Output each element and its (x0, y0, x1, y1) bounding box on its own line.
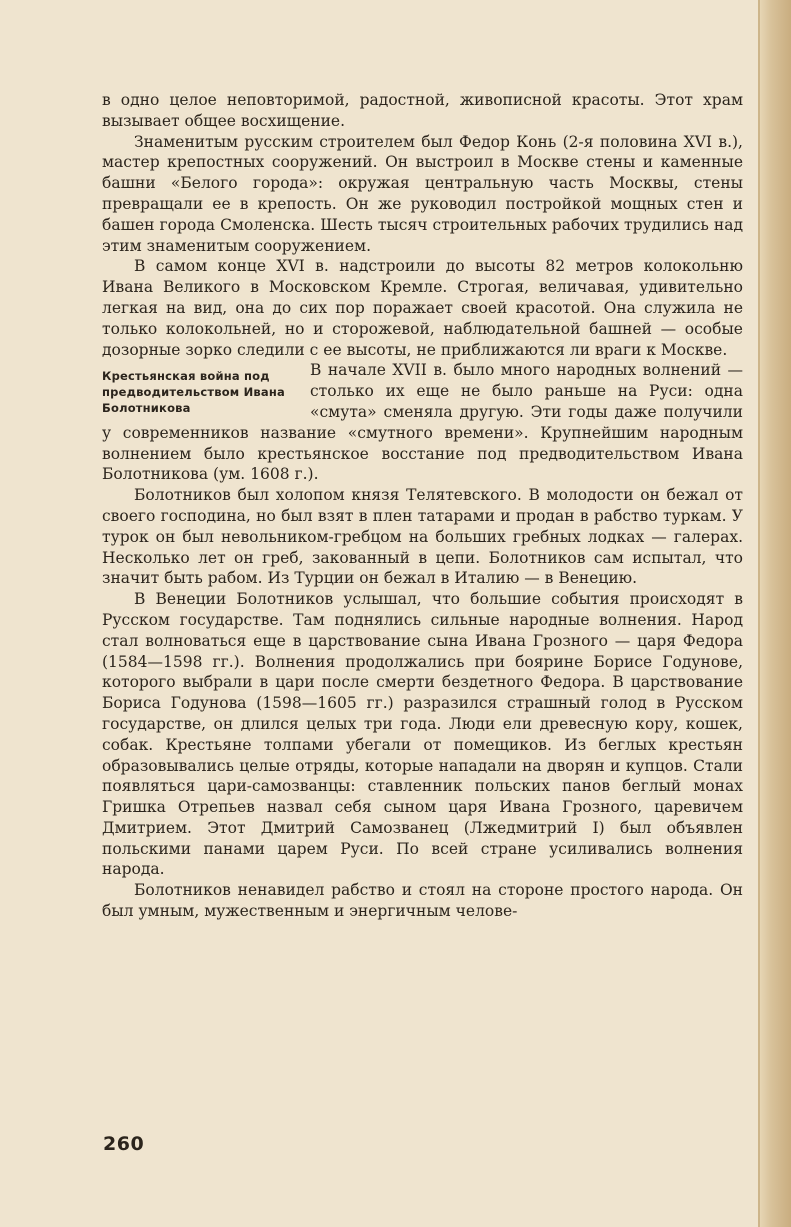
body-text (102, 90, 743, 922)
paragraph-3: В самом конце XVI в. надстроили до высоты 82 метров колокольню Ивана Великого в Московском Кремле. Строгая, величавая, удивительно легкая на вид, она до сих пор поражает своей красотой. Она служила не только колокольней, но и сторожевой, наблюдательной башней — особые дозорные зорко следили с ее высоты, не приближаются ли враги к Москве. (102, 257, 743, 359)
paragraph-7: Болотников ненавидел рабство и стоял на стороне простого народа. Он был умным, мужественным и энергичным челове- (102, 881, 743, 921)
section-block (102, 360, 743, 485)
paragraph-2: Знаменитым русским строителем был Федор Конь (2-я половина XVI в.), мастер крепостных сооружений. Он выстроил в Москве стены и каменные башни «Белого города»: окружая центральную часть Москвы, стены превращали ее в крепость. Он же руководил постройкой мощных стен и башен города Смоленска. Шесть тысяч строительных рабочих трудились над этим знаменитым сооружением. (102, 132, 743, 255)
side-paragraph: В начале XVII в. было много народных волнений — столько их еще не было раньше на Руси: одна «смута» сменяла другую. Эти годы даже получили у современников название «смутного времени». Крупнейшим народным волнением было крестьянское восстание под предводительством Ивана Болотникова (ум. 1608 г.). (102, 361, 743, 484)
paragraph-6: В Венеции Болотников услышал, что большие события происходят в Русском государстве. Там поднялись сильные народные волнения. Народ стал волноваться еще в царствование сына Ивана Грозного — царя Федора (1584—1598 гг.). Волнения продолжались при боярине Борисе Годунове, которого выбрали в цари после смерти бездетного Федора. В царствование Бориса Годунова (1598—1605 гг.) разразился страшный голод в Русском государстве, он длился целых три года. Люди ели древесную кору, кошек, собак. Крестьяне толпами убегали от помещиков. Из беглых крестьян образовывались целые отряды, которые нападали на дворян и купцов. Стали появляться цари-самозванцы: ставленник польских панов беглый монах Гришка Отрепьев назвал себя сыном царя Ивана Грозного, царевичем Дмитрием. Этот Дмитрий Самозванец (Лжедмитрий I) был объявлен польскими панами царем Руси. По всей стране усиливались волнения народа. (102, 590, 743, 879)
page-number: 260 (103, 1133, 145, 1155)
page-edge (758, 0, 791, 1227)
side-heading: Крестьянская война под предводительством Ивана Болотникова (102, 369, 285, 416)
paragraph-5: Болотников был холопом князя Телятевского. В молодости он бежал от своего господина, но был взят в плен татарами и продан в рабство туркам. У турок он был невольником-гребцом на больших гребных лодках — галерах. Несколько лет он греб, закованный в цепи. Болотников сам испытал, что значит быть рабом. Из Турции он бежал в Италию — в Венецию. (102, 486, 743, 588)
paragraph-1: в одно целое неповторимой, радостной, живописной красоты. Этот храм вызывает общее восхищение. (102, 91, 743, 130)
